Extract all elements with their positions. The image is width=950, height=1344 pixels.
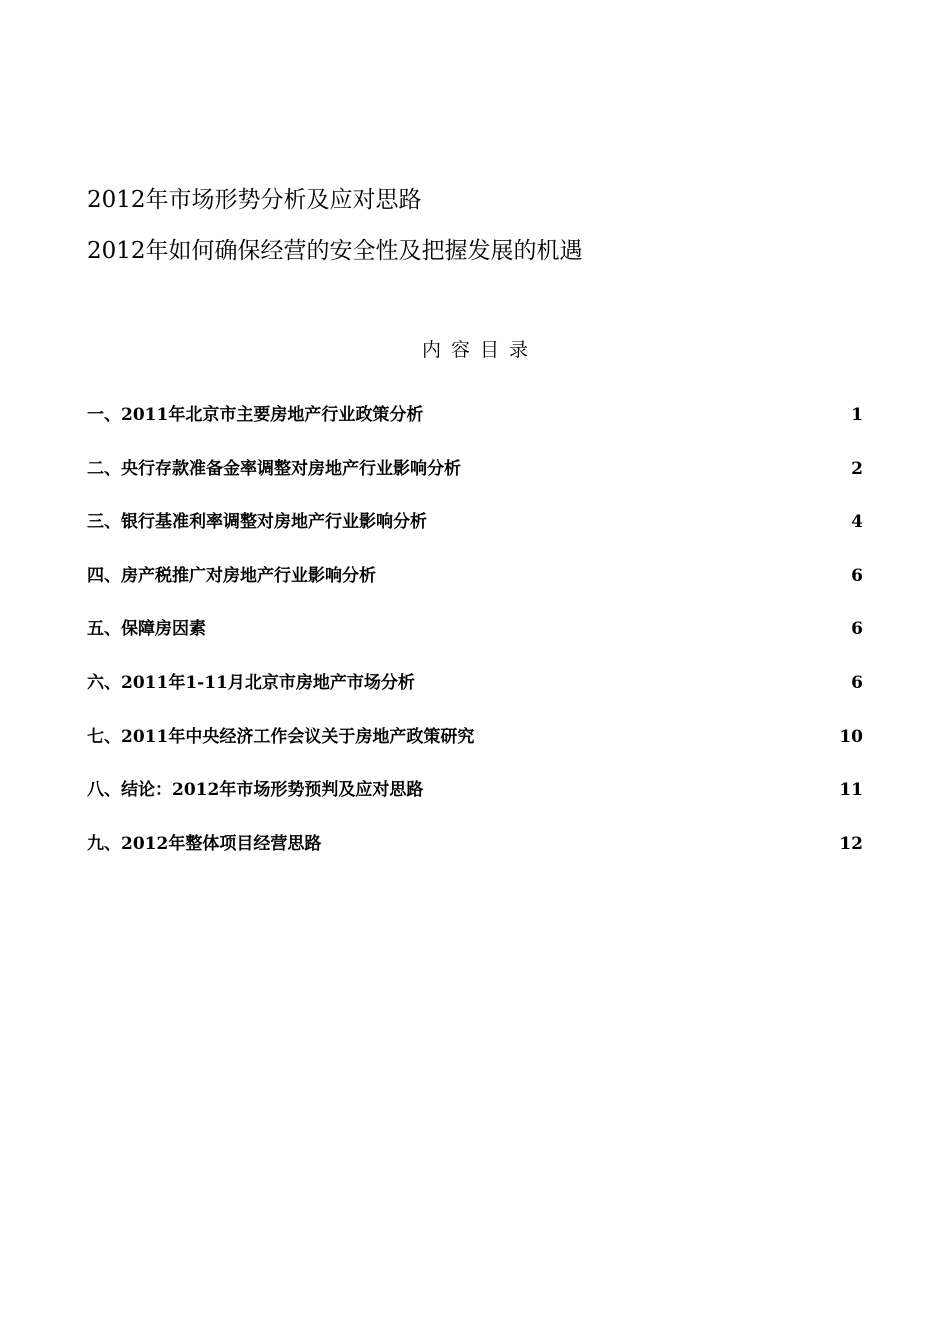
toc-item-page-number: 11	[839, 780, 863, 801]
document-title-line-1: 2012年市场形势分析及应对思路	[87, 187, 422, 213]
toc-item-label: 八、结论：2012年市场形势预判及应对思路	[87, 780, 424, 801]
toc-item-page-number: 6	[851, 672, 863, 693]
toc-item[interactable]	[87, 616, 863, 642]
toc-item[interactable]	[87, 563, 863, 589]
toc-item-page-number: 4	[851, 512, 863, 533]
toc-item-label: 七、2011年中央经济工作会议关于房地产政策研究	[87, 726, 475, 747]
toc-item-label: 一、2011年北京市主要房地产行业政策分析	[87, 405, 424, 425]
toc-item-label: 四、房产税推广对房地产行业影响分析	[87, 565, 376, 586]
toc-item[interactable]	[87, 456, 863, 482]
toc-item-label: 九、2012年整体项目经营思路	[87, 833, 322, 854]
toc-item-label: 五、保障房因素	[87, 619, 206, 640]
document-title-line-2: 2012年如何确保经营的安全性及把握发展的机遇	[87, 238, 583, 264]
toc-item[interactable]	[87, 724, 863, 750]
toc-item[interactable]	[87, 402, 863, 428]
toc-item[interactable]	[87, 831, 863, 857]
table-of-contents	[87, 402, 863, 884]
toc-item-page-number: 6	[851, 565, 863, 586]
toc-item-page-number: 12	[839, 833, 863, 854]
toc-item-label: 二、央行存款准备金率调整对房地产行业影响分析	[87, 458, 461, 479]
toc-item[interactable]	[87, 777, 863, 803]
toc-item-page-number: 2	[851, 458, 863, 479]
toc-item-label: 六、2011年1-11月北京市房地产市场分析	[87, 672, 415, 693]
toc-item[interactable]	[87, 670, 863, 696]
toc-item-page-number: 1	[851, 405, 863, 425]
toc-item[interactable]	[87, 509, 863, 535]
toc-heading: 内容目录	[421, 339, 538, 361]
toc-item-label: 三、银行基准利率调整对房地产行业影响分析	[87, 512, 427, 533]
toc-item-page-number: 10	[839, 726, 863, 747]
toc-item-page-number: 6	[851, 619, 863, 640]
